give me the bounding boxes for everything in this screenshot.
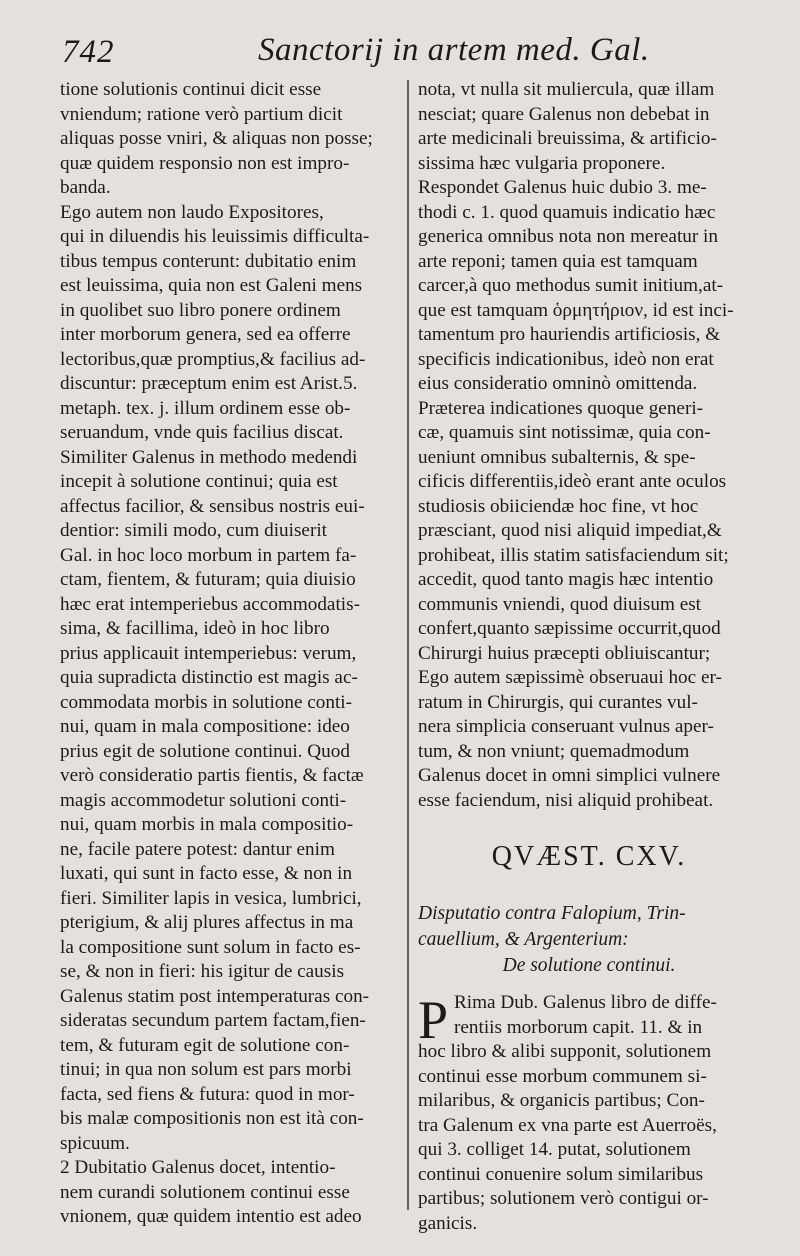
text-line: vnionem, quæ quidem intentio est adeo — [60, 1206, 362, 1227]
text-line: Respondet Galenus huic dubio 3. me- — [418, 177, 707, 198]
text-line: tibus tempus conterunt: dubitatio enim — [60, 250, 357, 272]
text-line: nota, vt nulla sit muliercula, quæ illam — [418, 79, 715, 100]
text-line: hæc erat intemperiebus accommodatis- — [60, 593, 360, 615]
text-line: ne, facile patere potest: dantur enim — [60, 838, 335, 860]
text-line: tem, & futuram egit de solutione con- — [60, 1034, 350, 1056]
text-line: Gal. in hoc loco morbum in partem fa- — [60, 544, 357, 566]
text-line: qui 3. colliget 14. putat, solutionem — [418, 1139, 691, 1160]
text-line: aliquas posse vniri, & aliquas non posse; — [60, 128, 373, 149]
text-line: eius consideratio omninò omittenda. — [418, 373, 698, 394]
question-body — [418, 991, 760, 1236]
text-line: milaribus, & organicis partibus; Con- — [418, 1090, 705, 1111]
text-line: nesciat; quare Galenus non debebat in — [418, 103, 710, 125]
text-line: ratum in Chirurgis, qui curantes vul- — [418, 691, 698, 713]
text-line: prius egit de solutione continui. Quod — [60, 740, 350, 762]
text-line: qui in diluendis his leuissimis difficulta- — [60, 226, 370, 247]
text-line: rentiis morborum capit. 11. & in — [454, 1016, 703, 1038]
text-line: ctam, fientem, & futuram; quia diuisio — [60, 569, 356, 590]
text-line: 2 Dubitatio Galenus docet, intentio- — [60, 1157, 336, 1178]
heading-line: De solutione continui. — [502, 955, 676, 976]
text-line: quæ quidem responsio non est impro- — [60, 152, 350, 174]
text-line: hoc libro & alibi supponit, solutionem — [418, 1041, 712, 1062]
text-line: affectus facilior, & sensibus nostris eui- — [60, 495, 365, 517]
text-line: bis malæ compositionis non est ità con- — [60, 1108, 364, 1129]
text-line: ganicis. — [418, 1212, 478, 1234]
text-line: arte reponi; tamen quia est tamquam — [418, 250, 698, 272]
text-line: carcer,à quo methodus sumit initium,at- — [418, 275, 724, 296]
text-line: sideratas secundum partem factam,fien- — [60, 1010, 366, 1031]
disputatio-heading — [418, 901, 760, 979]
question-body-lines — [418, 1040, 760, 1236]
text-line: in quolibet suo libro ponere ordinem — [60, 299, 341, 321]
text-line: Præterea indicationes quoque generi- — [418, 397, 704, 419]
running-title: Sanctorij in artem med. Gal. — [258, 32, 650, 68]
text-line: discuntur: præceptum enim est Arist.5. — [60, 373, 358, 394]
page-number: 742 — [62, 34, 115, 70]
question-heading: QVÆST. CXV. — [491, 841, 687, 872]
text-line: est leuissima, quia non est Galeni mens — [60, 275, 363, 296]
heading-line: cauellium, & Argenterium: — [418, 929, 629, 950]
text-line: sima, & facillima, ideò in hoc libro — [60, 618, 330, 639]
text-line: thodi c. 1. quod quamuis indicatio hæc — [418, 201, 716, 223]
text-line: nui, quam in mala compositione: ideo — [60, 716, 350, 737]
text-line: Similiter Galenus in methodo medendi — [60, 446, 358, 468]
text-line: tamentum pro hauriendis artificiosis, & — [418, 324, 721, 345]
text-line: continui conuenire solum similaribus — [418, 1163, 704, 1185]
text-line: verò consideratio partis fientis, & factæ — [60, 765, 364, 786]
text-line: metaph. tex. j. illum ordinem esse ob- — [60, 397, 351, 419]
text-line: lectoribus,quæ promptius,& facilius ad- — [60, 348, 366, 370]
text-line: magis accommodetur solutioni conti- — [60, 789, 347, 811]
dropcap-letter: P — [418, 990, 449, 1050]
text-line: spicuum. — [60, 1132, 130, 1154]
text-line: communis vniendi, quod diuisum est — [418, 593, 702, 615]
heading-line: Disputatio contra Falopium, Trin- — [418, 903, 686, 924]
text-line: Rima Dub. Galenus libro de diffe- — [454, 992, 717, 1013]
right-column — [418, 78, 760, 1236]
text-line: dentior: simili modo, cum diuiserit — [60, 520, 328, 541]
text-line: Galenus docet in omni simplici vulnere — [418, 765, 721, 786]
text-line: se, & non in fieri: his igitur de causis — [60, 961, 345, 982]
text-line: que est tamquam ὁρμητήριον, id est inci- — [418, 299, 734, 321]
text-line: accedit, quod tanto magis hæc intentio — [418, 569, 714, 590]
text-line: commodata morbis in solutione conti- — [60, 691, 353, 713]
text-line: tra Galenum ex vna parte est Auerroës, — [418, 1114, 717, 1136]
text-line: tione solutionis continui dicit esse — [60, 79, 322, 100]
text-line: generica omnibus nota non mereatur in — [418, 226, 718, 247]
text-line: partibus; solutionem verò contigui or- — [418, 1188, 709, 1209]
text-line: vniendum; ratione verò partium dicit — [60, 103, 343, 125]
text-line: pterigium, & alij plures affectus in ma — [60, 912, 354, 933]
text-line: inter morborum genera, sed ea offerre — [60, 324, 351, 345]
right-column-top-text — [418, 78, 760, 813]
text-line: tum, & non vniunt; quemadmodum — [418, 740, 690, 762]
text-line: cificis differentiis,ideò erant ante oculos — [418, 471, 727, 492]
text-line: Chirurgi huius præcepti obliuiscantur; — [418, 642, 711, 664]
text-line: specificis indicationibus, ideò non erat — [418, 348, 714, 370]
text-line: nera simplicia conseruant vulnus aper- — [418, 716, 714, 737]
text-line: Ego autem non laudo Expositores, — [60, 201, 324, 223]
text-line: fieri. Similiter lapis in vesica, lumbrici, — [60, 887, 362, 909]
text-line: esse faciendum, nisi aliquid prohibeat. — [418, 789, 714, 811]
text-line: seruandum, vnde quis facilius discat. — [60, 422, 344, 443]
text-line: præsciant, quod nisi aliquid impediat,& — [418, 520, 722, 541]
text-line: continui esse morbum communem si- — [418, 1065, 707, 1087]
text-line: nui, quam morbis in mala compositio- — [60, 814, 354, 835]
text-line: arte medicinali breuissima, & artificio- — [418, 128, 717, 149]
text-line: Ego autem sæpissimè obseruaui hoc er- — [418, 667, 722, 688]
text-line: confert,quanto sæpissime occurrit,quod — [418, 618, 721, 639]
text-line: incepit à solutione continui; quia est — [60, 471, 338, 492]
text-line: sissima hæc vulgaria proponere. — [418, 152, 666, 174]
text-line: prius applicauit intemperiebus: verum, — [60, 642, 357, 664]
text-line: luxati, qui sunt in facto esse, & non in — [60, 863, 353, 884]
column-divider — [407, 80, 409, 1210]
text-line: cæ, quamuis sint notissimæ, quia con- — [418, 422, 711, 443]
text-line: Galenus statim post intemperaturas con- — [60, 985, 370, 1007]
text-line: prohibeat, illis statim satisfaciendum sit; — [418, 544, 729, 566]
left-column — [60, 78, 400, 1230]
text-line: ueniunt omnibus subalternis, & spe- — [418, 446, 696, 468]
text-line: banda. — [60, 177, 111, 198]
text-line: nem curandi solutionem continui esse — [60, 1181, 350, 1203]
page-header — [0, 28, 800, 80]
text-line: quia supradicta distinctio est magis ac- — [60, 667, 358, 688]
text-line: la compositione sunt solum in facto es- — [60, 936, 361, 958]
dropcap-lines — [418, 991, 760, 1040]
text-line: facta, sed fiens & futura: quod in mor- — [60, 1083, 355, 1105]
text-line: tinui; in qua non solum est pars morbi — [60, 1059, 352, 1080]
text-line: studiosis obiiciendæ hoc fine, vt hoc — [418, 495, 699, 517]
